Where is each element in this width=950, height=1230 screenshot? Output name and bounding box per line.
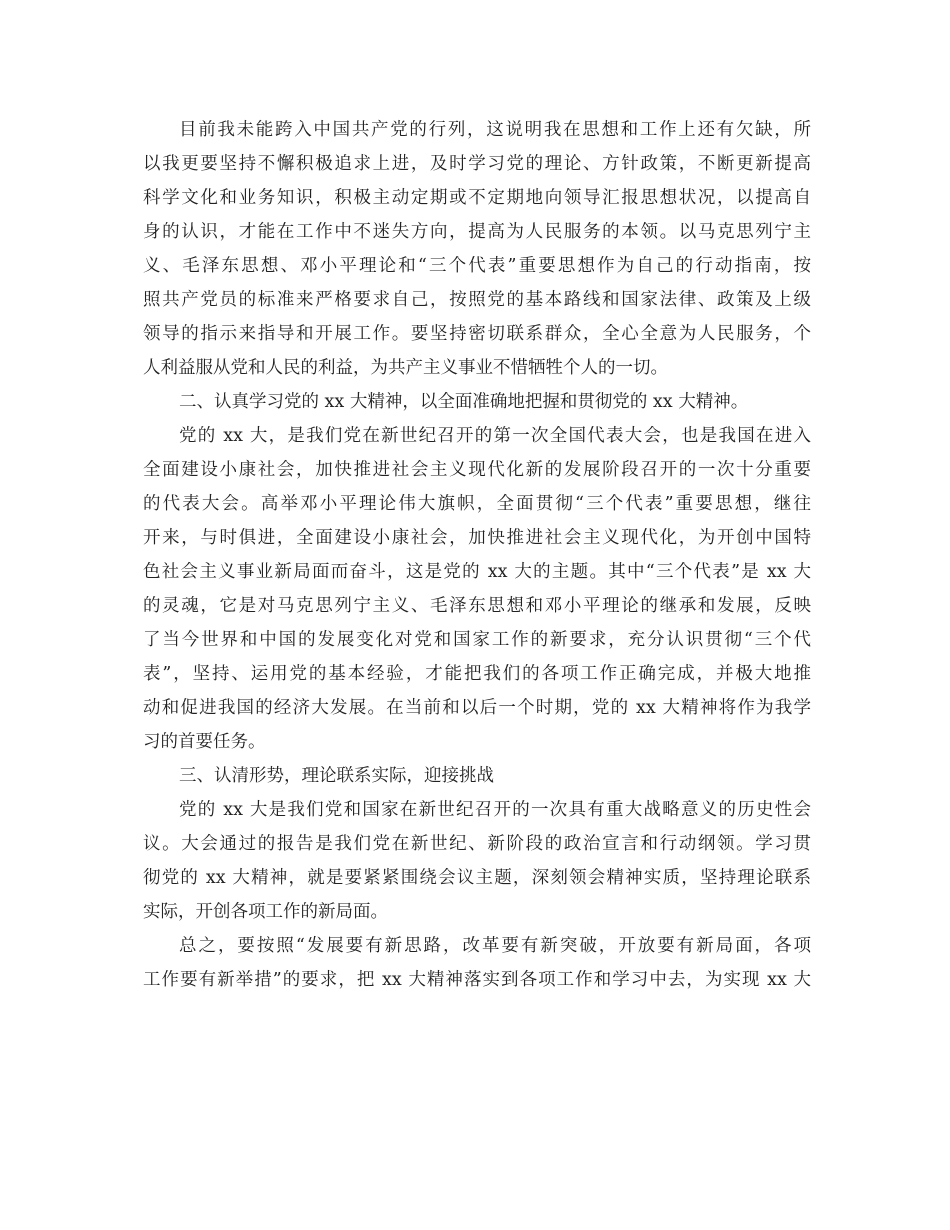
paragraph-line: 习的首要任务。 bbox=[143, 732, 266, 752]
paragraph-line: 的代表大会。高举邓小平理论伟大旗帜，全面贯彻“三个代表”重要思想，继往 bbox=[143, 494, 811, 514]
paragraph-line: 领导的指示来指导和开展工作。要坚持密切联系群众，全心全意为人民服务，个 bbox=[143, 324, 811, 344]
paragraph-line: 实际，开创各项工作的新局面。 bbox=[143, 902, 388, 922]
paragraph-line: 动和促进我国的经济大发展。在当前和以后一个时期，党的 xx 大精神将作为我学 bbox=[143, 698, 811, 718]
paragraph-2 bbox=[143, 419, 811, 759]
section-heading-2 bbox=[143, 385, 811, 419]
paragraph-3 bbox=[143, 793, 811, 929]
paragraph-line: 彻党的 xx 大精神，就是要紧紧围绕会议主题，深刻领会精神实质，坚持理论联系 bbox=[143, 868, 811, 888]
paragraph-line: 科学文化和业务知识，积极主动定期或不定期地向领导汇报思想状况，以提高自 bbox=[143, 188, 811, 208]
document-body bbox=[143, 113, 811, 997]
paragraph-line: 总之，要按照“发展要有新思路，改革要有新突破，开放要有新局面，各项 bbox=[179, 936, 811, 956]
paragraph-line: 开来，与时俱进，全面建设小康社会，加快推进社会主义现代化，为开创中国特 bbox=[143, 528, 811, 548]
paragraph-line: 以我更要坚持不懈积极追求上进，及时学习党的理论、方针政策，不断更新提高 bbox=[143, 154, 811, 174]
paragraph-4 bbox=[143, 929, 811, 997]
heading-line: 二、认真学习党的 xx 大精神，以全面准确地把握和贯彻党的 xx 大精神。 bbox=[179, 392, 749, 412]
paragraph-line: 了当今世界和中国的发展变化对党和国家工作的新要求，充分认识贯彻“三个代 bbox=[143, 630, 811, 650]
paragraph-line: 党的 xx 大是我们党和国家在新世纪召开的一次具有重大战略意义的历史性会 bbox=[179, 800, 811, 820]
paragraph-line: 身的认识，才能在工作中不迷失方向，提高为人民服务的本领。以马克思列宁主 bbox=[143, 222, 811, 242]
paragraph-line: 人利益服从党和人民的利益，为共产主义事业不惜牺牲个人的一切。 bbox=[143, 358, 668, 378]
paragraph-line: 义、毛泽东思想、邓小平理论和“三个代表”重要思想作为自己的行动指南，按 bbox=[143, 256, 811, 276]
paragraph-line: 的灵魂，它是对马克思列宁主义、毛泽东思想和邓小平理论的继承和发展，反映 bbox=[143, 596, 811, 616]
section-heading-3 bbox=[143, 759, 811, 793]
paragraph-line: 议。大会通过的报告是我们党在新世纪、新阶段的政治宣言和行动纲领。学习贯 bbox=[143, 834, 811, 854]
paragraph-1 bbox=[143, 113, 811, 385]
paragraph-line: 目前我未能跨入中国共产党的行列，这说明我在思想和工作上还有欠缺，所 bbox=[179, 120, 811, 140]
paragraph-line: 表”，坚持、运用党的基本经验，才能把我们的各项工作正确完成，并极大地推 bbox=[143, 664, 811, 684]
paragraph-line: 照共产党员的标准来严格要求自己，按照党的基本路线和国家法律、政策及上级 bbox=[143, 290, 811, 310]
paragraph-line: 全面建设小康社会，加快推进社会主义现代化新的发展阶段召开的一次十分重要 bbox=[143, 460, 811, 480]
paragraph-line: 工作要有新举措”的要求，把 xx 大精神落实到各项工作和学习中去，为实现 xx 大 bbox=[143, 970, 811, 990]
paragraph-line: 党的 xx 大，是我们党在新世纪召开的第一次全国代表大会，也是我国在进入 bbox=[179, 426, 811, 446]
paragraph-line: 色社会主义事业新局面而奋斗，这是党的 xx 大的主题。其中“三个代表”是 xx 大 bbox=[143, 562, 811, 582]
heading-line: 三、认清形势，理论联系实际，迎接挑战 bbox=[179, 766, 494, 786]
